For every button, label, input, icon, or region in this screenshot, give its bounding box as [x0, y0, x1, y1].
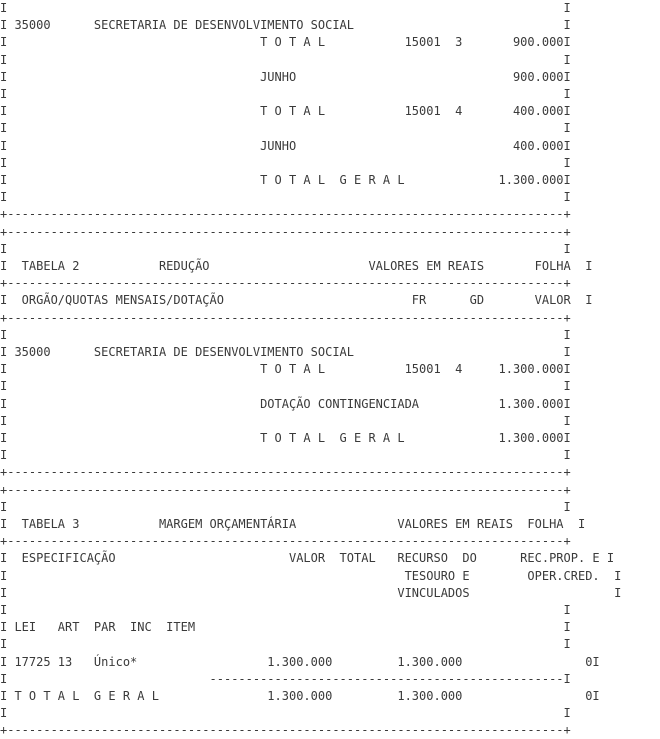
table-border-line: +-----------------------------------------------------------------------------+	[0, 465, 571, 480]
blank-line: I I	[0, 448, 571, 463]
table-border-line: +-----------------------------------------------------------------------------+	[0, 276, 571, 291]
table-border-line: +-----------------------------------------------------------------------------+	[0, 534, 571, 549]
total-line: I T O T A L 15001 3 900.000I	[0, 35, 571, 50]
report-line: I 35000 SECRETARIA DE DESENVOLVIMENTO SOCIAL I	[0, 345, 571, 359]
table-border-line: +-----------------------------------------------------------------------------+	[0, 207, 571, 222]
report-line: I DOTAÇÃO CONTINGENCIADA 1.300.000I	[0, 396, 571, 411]
total-line: I T O T A L 15001 4 400.000I	[0, 104, 571, 119]
report-line: I LEI ART PAR INC ITEM I	[0, 620, 571, 635]
report-line: I -------------------------------------------------I	[0, 671, 571, 686]
table-heading-line: I TABELA 2 REDUÇÃO VALORES EM REAIS FOLHA I	[0, 259, 593, 273]
blank-line: I I	[0, 87, 571, 101]
blank-line: I I	[0, 603, 571, 617]
blank-line: I I	[0, 327, 571, 342]
blank-line: I I	[0, 1, 571, 15]
blank-line: I I	[0, 413, 571, 428]
blank-line: I I	[0, 706, 571, 721]
report-line: I 17725 13 Único* 1.300.000 1.300.000 0I	[0, 654, 600, 669]
blank-line: I I	[0, 241, 571, 256]
blank-line: I I	[0, 637, 571, 652]
report-line: I ORGÃO/QUOTAS MENSAIS/DOTAÇÃO FR GD VALOR I	[0, 293, 593, 308]
blank-line: I I	[0, 121, 571, 136]
table-border-line: +-----------------------------------------------------------------------------+	[0, 723, 571, 738]
report-line: I JUNHO 900.000I	[0, 69, 571, 84]
table-border-line: +-----------------------------------------------------------------------------+	[0, 224, 571, 239]
report-line: I JUNHO 400.000I	[0, 138, 571, 153]
report-line: I TESOURO E OPER.CRED. I	[0, 568, 622, 583]
table-heading-line: I TABELA 3 MARGEM ORÇAMENTÁRIA VALORES EM REAIS FOLHA I	[0, 517, 586, 531]
report-line: I ESPECIFICAÇÃO VALOR TOTAL RECURSO DO REC.PROP. E I	[0, 551, 615, 566]
table-border-line: +-----------------------------------------------------------------------------+	[0, 310, 571, 325]
blank-line: I I	[0, 155, 571, 170]
blank-line: I I	[0, 499, 571, 514]
table-border-line: +-----------------------------------------------------------------------------+	[0, 482, 571, 497]
report-line: I 35000 SECRETARIA DE DESENVOLVIMENTO SOCIAL I	[0, 18, 571, 33]
blank-line: I I	[0, 379, 571, 394]
total-line: I T O T A L G E R A L 1.300.000I	[0, 431, 571, 445]
blank-line: I I	[0, 190, 571, 205]
total-line: I T O T A L G E R A L 1.300.000I	[0, 173, 571, 187]
report-line: I VINCULADOS I	[0, 585, 622, 600]
total-line: I T O T A L G E R A L 1.300.000 1.300.000 0I	[0, 689, 600, 703]
total-line: I T O T A L 15001 4 1.300.000I	[0, 362, 571, 377]
blank-line: I I	[0, 52, 571, 67]
